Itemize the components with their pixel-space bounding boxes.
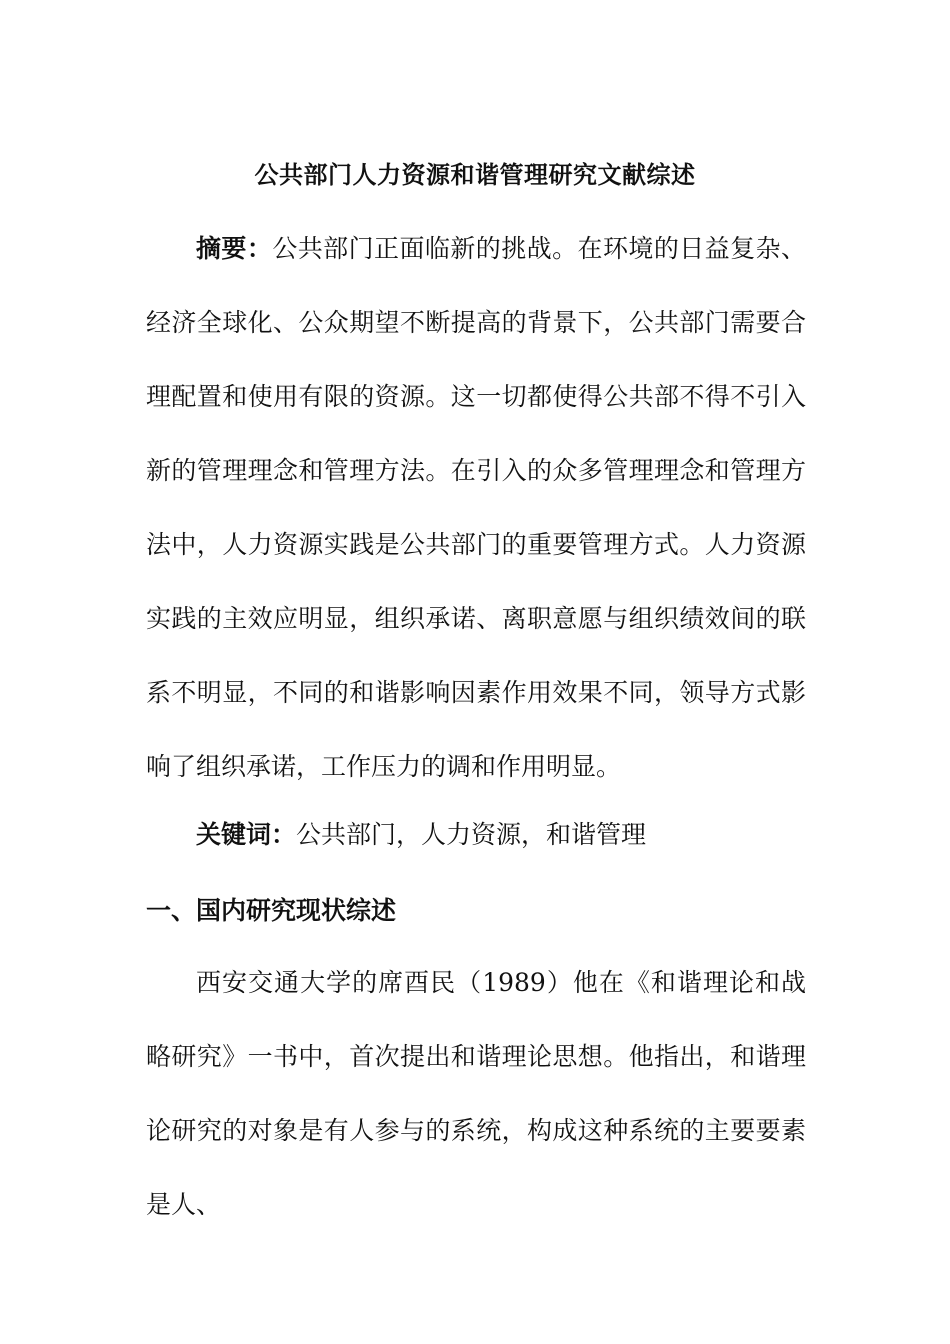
document-title: 公共部门人力资源和谐管理研究文献综述	[254, 160, 696, 189]
abstract-label: 摘要：	[196, 234, 273, 263]
abstract-paragraph	[146, 212, 806, 804]
keywords-label: 关键词：	[196, 820, 297, 849]
section-heading: 一、国内研究现状综述	[146, 896, 397, 925]
keywords-line	[146, 810, 806, 860]
abstract-text: 公共部门正面临新的挑战。在环境的日益复杂、经济全球化、公众期望不断提高的背景下，公共部门需要合理配置和使用有限的资源。这一切都使得公共部不得不引入新的管理理念和管理方法。在引入的众多管理理念和管理方法中，人力资源实践是公共部门的重要管理方式。人力资源实践的主效应明显，组织承诺、离职意愿与组织绩效间的联系不明显，不同的和谐影响因素作用效果不同，领导方式影响了组织承诺，工作压力的调和作用明显。	[146, 234, 806, 781]
section-paragraph: 西安交通大学的席酉民（1989）他在《和谐理论和战略研究》一书中，首次提出和谐理论思想。他指出，和谐理论研究的对象是有人参与的系统，构成这种系统的主要要素是人、	[146, 968, 806, 1219]
keywords-text: 公共部门，人力资源，和谐管理	[296, 820, 647, 849]
